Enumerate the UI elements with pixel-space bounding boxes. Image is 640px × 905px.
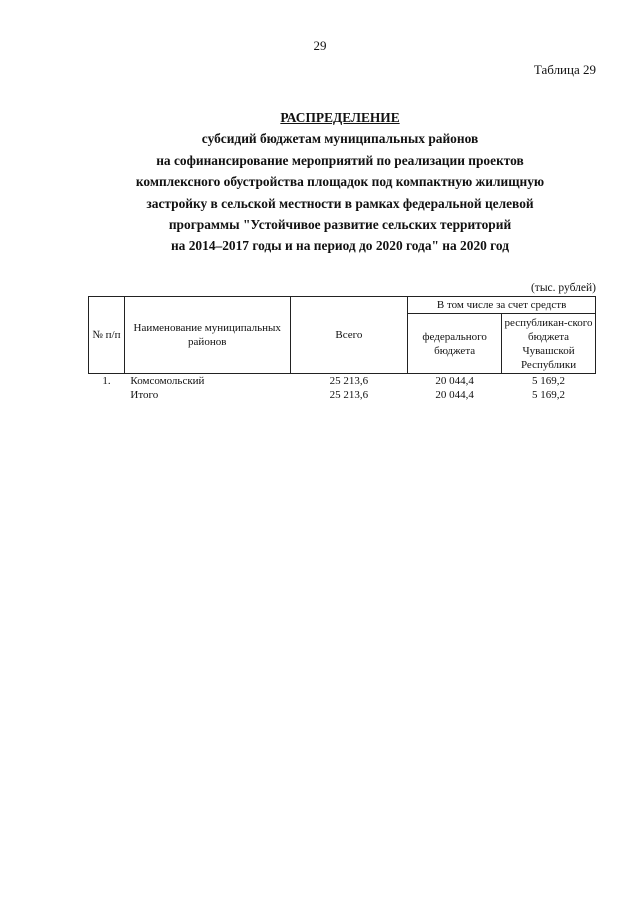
cell-num [89,388,125,402]
title-line: застройку в сельской местности в рамках федеральной целевой [146,195,534,211]
distribution-table [88,296,596,402]
table-row [89,374,596,389]
cell-num: 1. [102,375,111,387]
document-title [60,107,620,257]
title-heading: РАСПРЕДЕЛЕНИЕ [280,110,400,125]
units-label: (тыс. рублей) [530,282,596,294]
cell-republic: 5 169,2 [532,375,566,387]
title-line: субсидий бюджетам муниципальных районов [201,131,479,147]
cell-federal: 20 044,4 [435,389,474,401]
header-including: В том числе за счет средств [408,297,596,314]
cell-total: 25 213,6 [329,375,369,387]
header-name: Наименование муниципальных районов [124,297,290,374]
header-federal: федерального бюджета [408,314,502,374]
title-line: комплексного обустройства площадок под компактную жилищную [135,174,545,190]
title-line: на софинансирование мероприятий по реализации проектов [156,152,524,168]
title-line: программы "Устойчивое развитие сельских территорий [168,217,512,233]
table-label: Таблица 29 [533,62,596,77]
cell-federal: 20 044,4 [435,375,474,387]
header-total: Всего [290,297,408,374]
title-line: на 2014–2017 годы и на период до 2020 года" на 2020 год [170,238,510,254]
cell-name: Итого [130,389,159,401]
header-republic: республикан-ского бюджета Чувашской Республики [502,314,596,374]
cell-total: 25 213,6 [329,389,369,401]
table-row [89,388,596,402]
page-number: 29 [313,38,327,53]
cell-name: Комсомольский [130,375,205,387]
cell-republic: 5 169,2 [532,389,566,401]
header-num: № п/п [89,297,125,374]
